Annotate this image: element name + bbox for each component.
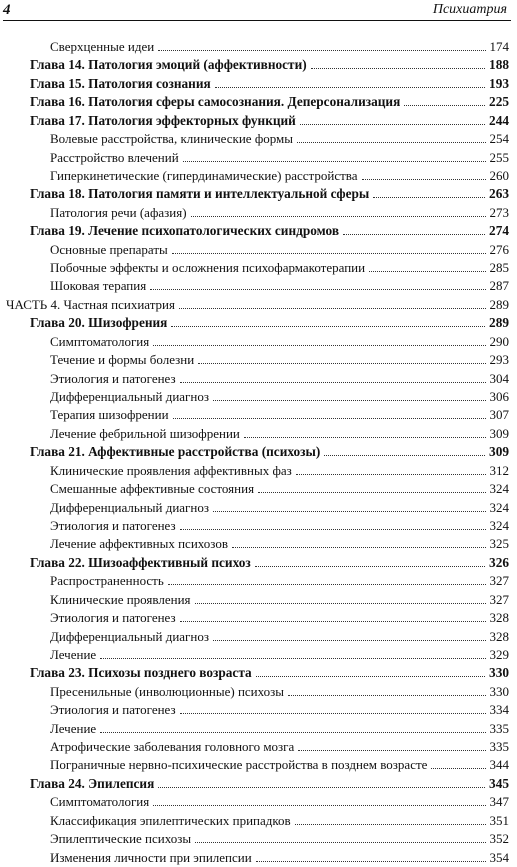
leader-dots [232, 547, 486, 548]
leader-dots [213, 511, 486, 512]
toc-page-number: 255 [489, 149, 509, 165]
toc-entry-title: Волевые расстройства, клинические формы [50, 131, 294, 147]
toc-part-entry [0, 296, 517, 314]
toc-entry-title: Этиология и патогенез [50, 370, 176, 386]
toc-page-number: 244 [489, 112, 509, 128]
leader-dots [168, 584, 486, 585]
leader-dots [191, 216, 486, 217]
leader-dots [296, 474, 486, 475]
toc-chapter-entry [0, 185, 517, 203]
toc-entry [0, 167, 517, 185]
leader-dots [404, 105, 485, 106]
toc-page-number: 174 [489, 39, 509, 54]
toc-entry [0, 499, 517, 517]
leader-dots [213, 640, 486, 641]
leader-dots [183, 161, 486, 162]
leader-dots [288, 695, 486, 696]
toc-entry-title: Классификация эпилептических припадков [50, 812, 291, 828]
leader-dots [369, 271, 486, 272]
toc-entry-title: Шоковая терапия [50, 278, 147, 294]
leader-dots [158, 50, 486, 51]
toc-page-number: 334 [489, 702, 509, 718]
leader-dots [180, 713, 486, 714]
toc-entry-title: Глава 16. Патология сферы самосознания. Деперсонализация [30, 94, 401, 110]
leader-dots [255, 566, 485, 567]
toc-entry [0, 370, 517, 388]
toc-chapter-entry [0, 775, 517, 793]
running-title: Психиатрия [432, 2, 507, 17]
toc-page-number: 312 [489, 462, 509, 478]
page-header [0, 0, 517, 22]
toc-entry [0, 38, 517, 56]
leader-dots [179, 308, 486, 309]
toc-entry [0, 517, 517, 535]
toc-entry-title: Этиология и патогенез [50, 517, 176, 533]
leader-dots [258, 492, 486, 493]
toc-page-number: 289 [489, 315, 509, 331]
leader-dots [198, 363, 486, 364]
toc-entry-title: Лечение аффективных психозов [50, 536, 228, 552]
toc-page-number: 188 [489, 57, 509, 73]
toc-page-number: 260 [489, 167, 509, 183]
toc-chapter-entry [0, 112, 517, 130]
leader-dots [180, 621, 486, 622]
toc-entry-title: Эпилептические психозы [50, 831, 192, 847]
toc-page-number: 254 [489, 131, 509, 147]
toc-entry [0, 259, 517, 277]
leader-dots [362, 179, 486, 180]
toc-entry-title: Гиперкинетические (гипердинамические) расстройства [50, 167, 358, 183]
toc-entry [0, 480, 517, 498]
leader-dots [153, 345, 486, 346]
leader-dots [215, 87, 485, 88]
page-number: 4 [3, 2, 11, 18]
toc-entry-title: Течение и формы болезни [50, 352, 195, 368]
toc-entry [0, 720, 517, 738]
leader-dots [180, 529, 486, 530]
toc-entry [0, 849, 517, 867]
toc-entry-title: Глава 23. Психозы позднего возраста [30, 665, 252, 681]
toc-entry [0, 572, 517, 590]
leader-dots [244, 437, 486, 438]
toc-entry-title: Пограничные нервно-психические расстройства в позднем возрасте [50, 757, 428, 773]
toc-entry-title: Симптоматология [50, 333, 150, 349]
toc-entry-title: Клинические проявления [50, 591, 191, 607]
leader-dots [298, 750, 486, 751]
toc-page-number: 324 [489, 481, 509, 497]
toc-entry-title: Изменения личности при эпилепсии [50, 849, 252, 865]
leader-dots [256, 676, 485, 677]
toc-entry-title: ЧАСТЬ 4. Частная психиатрия [6, 296, 175, 312]
toc-entry [0, 204, 517, 222]
toc-entry-title: Расстройство влечений [50, 149, 179, 165]
toc-page-number: 324 [489, 499, 509, 515]
leader-dots [295, 824, 486, 825]
toc-entry [0, 609, 517, 627]
toc-page-number: 274 [489, 223, 509, 239]
toc-entry-title: Этиология и патогенез [50, 702, 176, 718]
table-of-contents [0, 38, 517, 867]
toc-page-number: 287 [489, 278, 509, 294]
toc-entry-title: Глава 20. Шизофрения [30, 315, 168, 331]
toc-page-number: 327 [489, 573, 509, 589]
toc-entry [0, 333, 517, 351]
leader-dots [373, 197, 485, 198]
toc-entry-title: Лечение фебрильной шизофрении [50, 425, 240, 441]
header-rule [3, 20, 511, 21]
toc-page-number: 330 [489, 665, 509, 681]
leader-dots [343, 234, 485, 235]
toc-page-number: 307 [489, 407, 509, 423]
toc-entry [0, 149, 517, 167]
leader-dots [100, 658, 486, 659]
toc-chapter-entry [0, 314, 517, 332]
toc-entry-title: Основные препараты [50, 241, 168, 257]
toc-entry-title: Лечение [50, 646, 97, 662]
toc-entry [0, 241, 517, 259]
leader-dots [172, 253, 486, 254]
toc-entry-title: Глава 21. Аффективные расстройства (психозы) [30, 444, 321, 460]
leader-dots [173, 418, 486, 419]
toc-page-number: 273 [489, 204, 509, 220]
toc-page-number: 309 [489, 444, 509, 460]
leader-dots [150, 289, 486, 290]
toc-entry [0, 701, 517, 719]
toc-chapter-entry [0, 75, 517, 93]
toc-entry [0, 756, 517, 774]
toc-entry [0, 535, 517, 553]
toc-entry-title: Глава 18. Патология памяти и интеллектуальной сферы [30, 186, 370, 202]
leader-dots [213, 400, 486, 401]
toc-entry [0, 628, 517, 646]
toc-entry-title: Симптоматология [50, 794, 150, 810]
toc-page-number: 347 [489, 794, 509, 810]
toc-page-number: 330 [489, 683, 509, 699]
toc-entry [0, 646, 517, 664]
toc-entry-title: Дифференциальный диагноз [50, 628, 209, 644]
toc-page-number: 293 [489, 352, 509, 368]
leader-dots [431, 768, 486, 769]
toc-page-number: 193 [489, 75, 509, 91]
leader-dots [311, 68, 485, 69]
toc-page-number: 354 [489, 849, 509, 865]
toc-page-number: 344 [489, 757, 509, 773]
toc-entry-title: Дифференциальный диагноз [50, 499, 209, 515]
toc-page-number: 345 [489, 775, 509, 791]
leader-dots [300, 124, 485, 125]
toc-entry-title: Глава 24. Эпилепсия [30, 775, 155, 791]
toc-entry [0, 130, 517, 148]
toc-entry-title: Глава 19. Лечение психопатологических синдромов [30, 223, 340, 239]
toc-chapter-entry [0, 554, 517, 572]
leader-dots [180, 382, 486, 383]
leader-dots [153, 805, 486, 806]
leader-dots [158, 787, 485, 788]
toc-page-number: 309 [489, 425, 509, 441]
toc-page-number: 290 [489, 333, 509, 349]
toc-entry-title: Этиология и патогенез [50, 610, 176, 626]
toc-entry [0, 388, 517, 406]
toc-entry-title: Смешанные аффективные состояния [50, 481, 255, 497]
toc-entry-title: Пресенильные (инволюционные) психозы [50, 683, 285, 699]
toc-entry-title: Распространенность [50, 573, 164, 589]
toc-chapter-entry [0, 56, 517, 74]
toc-page-number: 306 [489, 389, 509, 405]
toc-page-number: 351 [489, 812, 509, 828]
toc-entry [0, 683, 517, 701]
leader-dots [195, 842, 486, 843]
leader-dots [297, 142, 486, 143]
toc-page-number: 324 [489, 517, 509, 533]
toc-entry [0, 351, 517, 369]
toc-entry-title: Глава 15. Патология сознания [30, 75, 211, 91]
toc-entry-title: Глава 14. Патология эмоций (аффективности) [30, 57, 307, 73]
toc-page-number: 285 [489, 260, 509, 276]
toc-page-number: 304 [489, 370, 509, 386]
toc-entry-title: Глава 22. Шизоаффективный психоз [30, 554, 251, 570]
toc-entry-title: Патология речи (афазия) [50, 204, 187, 220]
leader-dots [324, 455, 485, 456]
toc-entry [0, 425, 517, 443]
toc-entry-title: Побочные эффекты и осложнения психофармакотерапии [50, 260, 366, 276]
toc-page-number: 327 [489, 591, 509, 607]
toc-entry-title: Атрофические заболевания головного мозга [50, 739, 295, 755]
toc-entry [0, 462, 517, 480]
toc-page-number: 325 [489, 536, 509, 552]
toc-page-number: 326 [489, 554, 509, 570]
leader-dots [100, 732, 486, 733]
toc-entry-title: Сверхценные идеи [50, 39, 155, 54]
toc-entry-title: Дифференциальный диагноз [50, 389, 209, 405]
toc-entry-title: Глава 17. Патология эффекторных функций [30, 112, 296, 128]
toc-page-number: 328 [489, 610, 509, 626]
toc-entry [0, 277, 517, 295]
toc-entry-title: Лечение [50, 720, 97, 736]
toc-entry [0, 830, 517, 848]
toc-chapter-entry [0, 443, 517, 461]
toc-page-number: 335 [489, 720, 509, 736]
toc-chapter-entry [0, 93, 517, 111]
leader-dots [171, 326, 485, 327]
toc-page-number: 328 [489, 628, 509, 644]
toc-page-number: 289 [489, 296, 509, 312]
leader-dots [195, 603, 486, 604]
leader-dots [256, 861, 486, 862]
toc-page-number: 335 [489, 739, 509, 755]
toc-chapter-entry [0, 664, 517, 682]
toc-page-number: 263 [489, 186, 509, 202]
toc-entry [0, 738, 517, 756]
toc-entry-title: Клинические проявления аффективных фаз [50, 462, 292, 478]
toc-page-number: 352 [489, 831, 509, 847]
toc-entry [0, 406, 517, 424]
toc-entry [0, 812, 517, 830]
toc-entry [0, 793, 517, 811]
toc-entry [0, 591, 517, 609]
toc-chapter-entry [0, 222, 517, 240]
toc-entry-title: Терапия шизофрении [50, 407, 169, 423]
toc-page-number: 225 [489, 94, 509, 110]
toc-page-number: 329 [489, 646, 509, 662]
toc-page-number: 276 [489, 241, 509, 257]
